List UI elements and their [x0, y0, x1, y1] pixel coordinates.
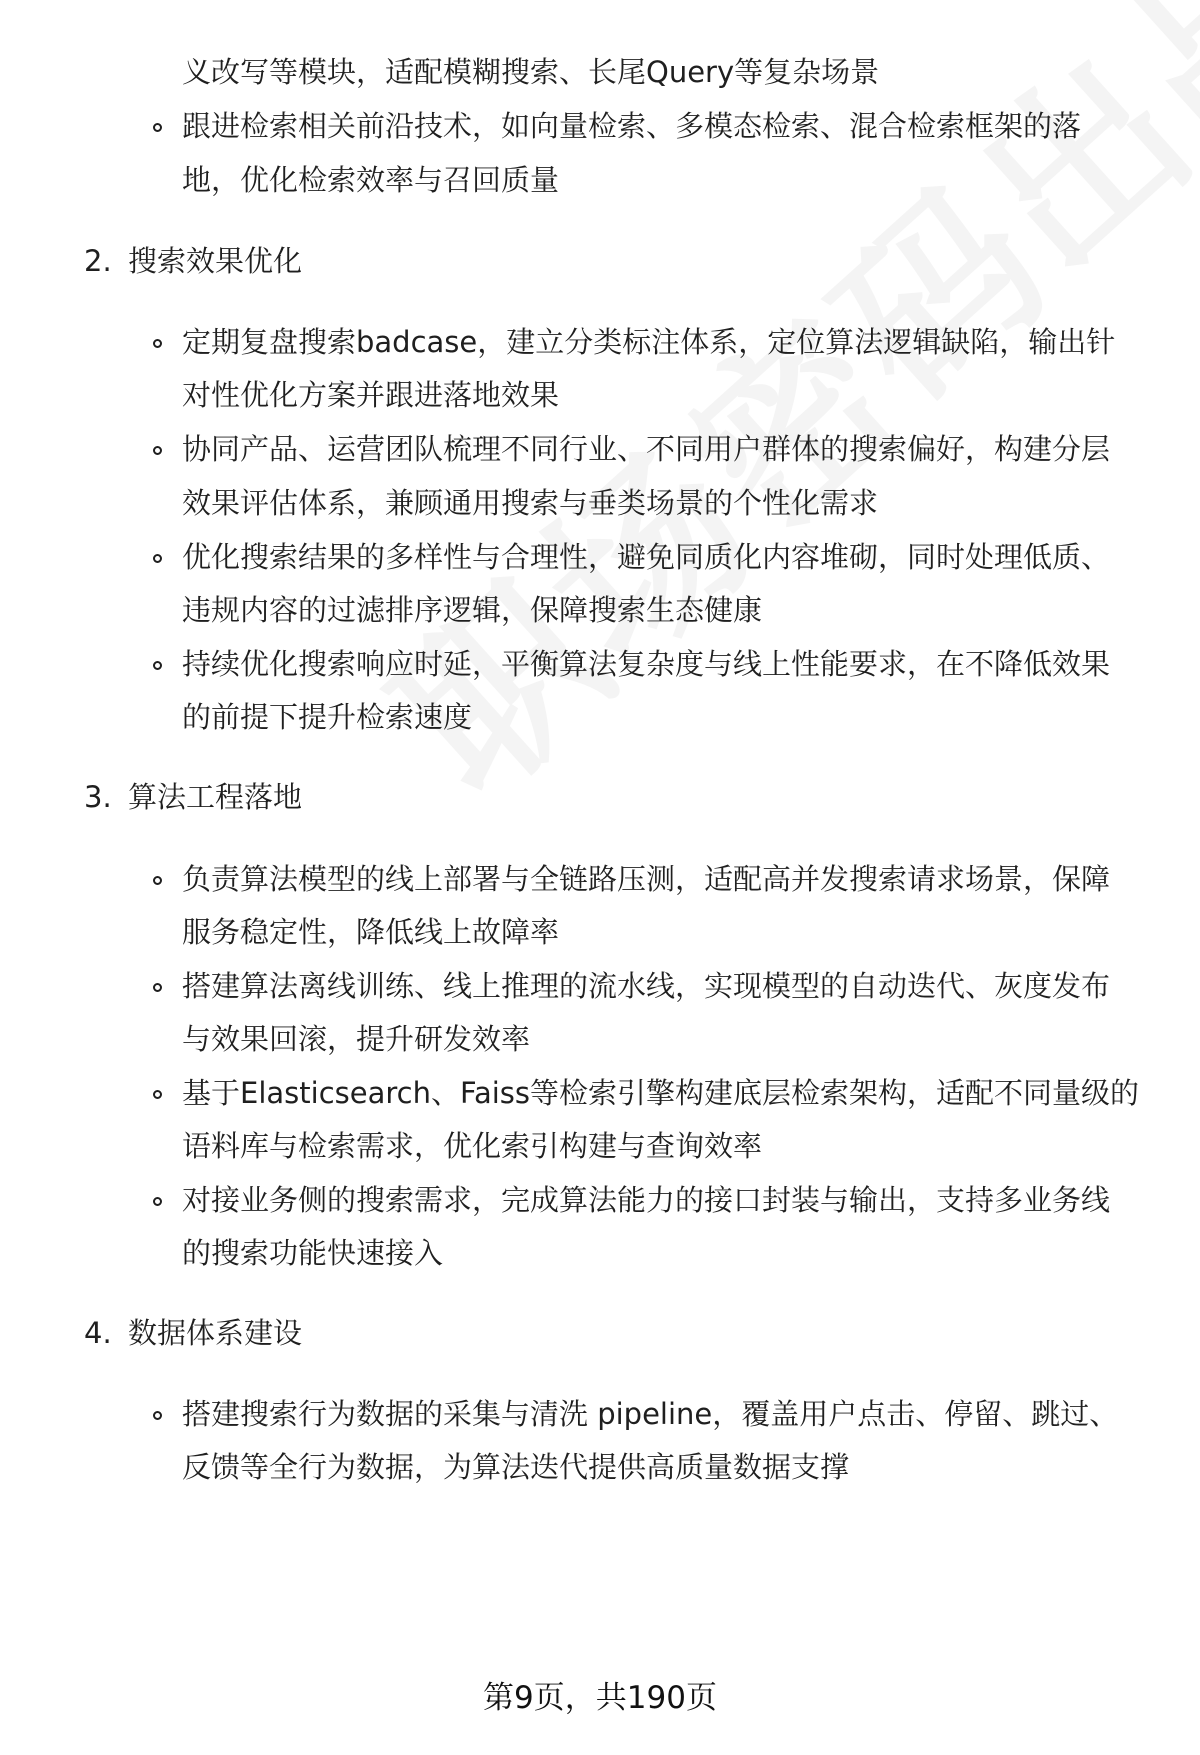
bullet-circle-icon — [153, 876, 162, 885]
bullet-circle-icon — [153, 446, 162, 455]
bullet-text-line: 地，优化检索效率与召回质量 — [182, 163, 560, 197]
bullet-text-line: 基于Elasticsearch、Faiss等检索引擎构建底层检索架构，适配不同量级的 — [182, 1076, 1140, 1110]
section-heading — [84, 241, 302, 281]
bullet-text-line: 与效果回滚，提升研发效率 — [182, 1022, 531, 1056]
bullet-circle-icon — [153, 661, 162, 670]
bullet-text-line: 义改写等模块，适配模糊搜索、长尾Query等复杂场景 — [182, 55, 880, 89]
bullet-circle-icon — [153, 1090, 162, 1099]
bullet-text-line: 负责算法模型的线上部署与全链路压测，适配高并发搜索请求场景，保障 — [182, 862, 1111, 896]
bullet-circle-icon — [153, 1197, 162, 1206]
section-number: 4. — [84, 1316, 112, 1350]
section-number: 2. — [84, 244, 112, 278]
bullet-text-line: 搭建算法离线训练、线上推理的流水线，实现模型的自动迭代、灰度发布 — [182, 969, 1111, 1003]
bullet-text-line: 对性优化方案并跟进落地效果 — [182, 378, 560, 412]
bullet-text-line: 反馈等全行为数据，为算法迭代提供高质量数据支撑 — [182, 1450, 850, 1484]
section-title: 搜索效果优化 — [128, 244, 303, 278]
bullet-text-line: 协同产品、运营团队梳理不同行业、不同用户群体的搜索偏好，构建分层 — [182, 432, 1111, 466]
section-heading — [84, 777, 302, 817]
bullet-text-line: 搭建搜索行为数据的采集与清洗 pipeline，覆盖用户点击、停留、跳过、 — [182, 1397, 1119, 1431]
section-number: 3. — [84, 780, 112, 814]
section-title: 算法工程落地 — [128, 780, 303, 814]
bullet-circle-icon — [153, 339, 162, 348]
page-footer: 第9页，共190页 — [483, 1680, 717, 1716]
bullet-text-line: 服务稳定性，降低线上故障率 — [182, 915, 560, 949]
bullet-text-line: 违规内容的过滤排序逻辑，保障搜索生态健康 — [182, 593, 763, 627]
section-title: 数据体系建设 — [128, 1316, 303, 1350]
bullet-text-line: 定期复盘搜索badcase，建立分类标注体系，定位算法逻辑缺陷，输出针 — [182, 325, 1116, 359]
bullet-circle-icon — [153, 1411, 162, 1420]
bullet-circle-icon — [153, 123, 162, 132]
bullet-circle-icon — [153, 554, 162, 563]
bullet-text-line: 优化搜索结果的多样性与合理性，避免同质化内容堆砌，同时处理低质、 — [182, 540, 1111, 574]
bullet-text-line: 的搜索功能快速接入 — [182, 1236, 444, 1270]
bullet-text-line: 语料库与检索需求，优化索引构建与查询效率 — [182, 1129, 763, 1163]
bullet-text-line: 效果评估体系，兼顾通用搜索与垂类场景的个性化需求 — [182, 486, 879, 520]
bullet-text-line: 对接业务侧的搜索需求，完成算法能力的接口封装与输出，支持多业务线 — [182, 1183, 1111, 1217]
bullet-text-line: 持续优化搜索响应时延，平衡算法复杂度与线上性能要求，在不降低效果 — [182, 647, 1111, 681]
section-heading — [84, 1313, 302, 1353]
bullet-text-line: 跟进检索相关前沿技术，如向量检索、多模态检索、混合检索框架的落 — [182, 109, 1082, 143]
bullet-circle-icon — [153, 983, 162, 992]
bullet-text-line: 的前提下提升检索速度 — [182, 700, 473, 734]
